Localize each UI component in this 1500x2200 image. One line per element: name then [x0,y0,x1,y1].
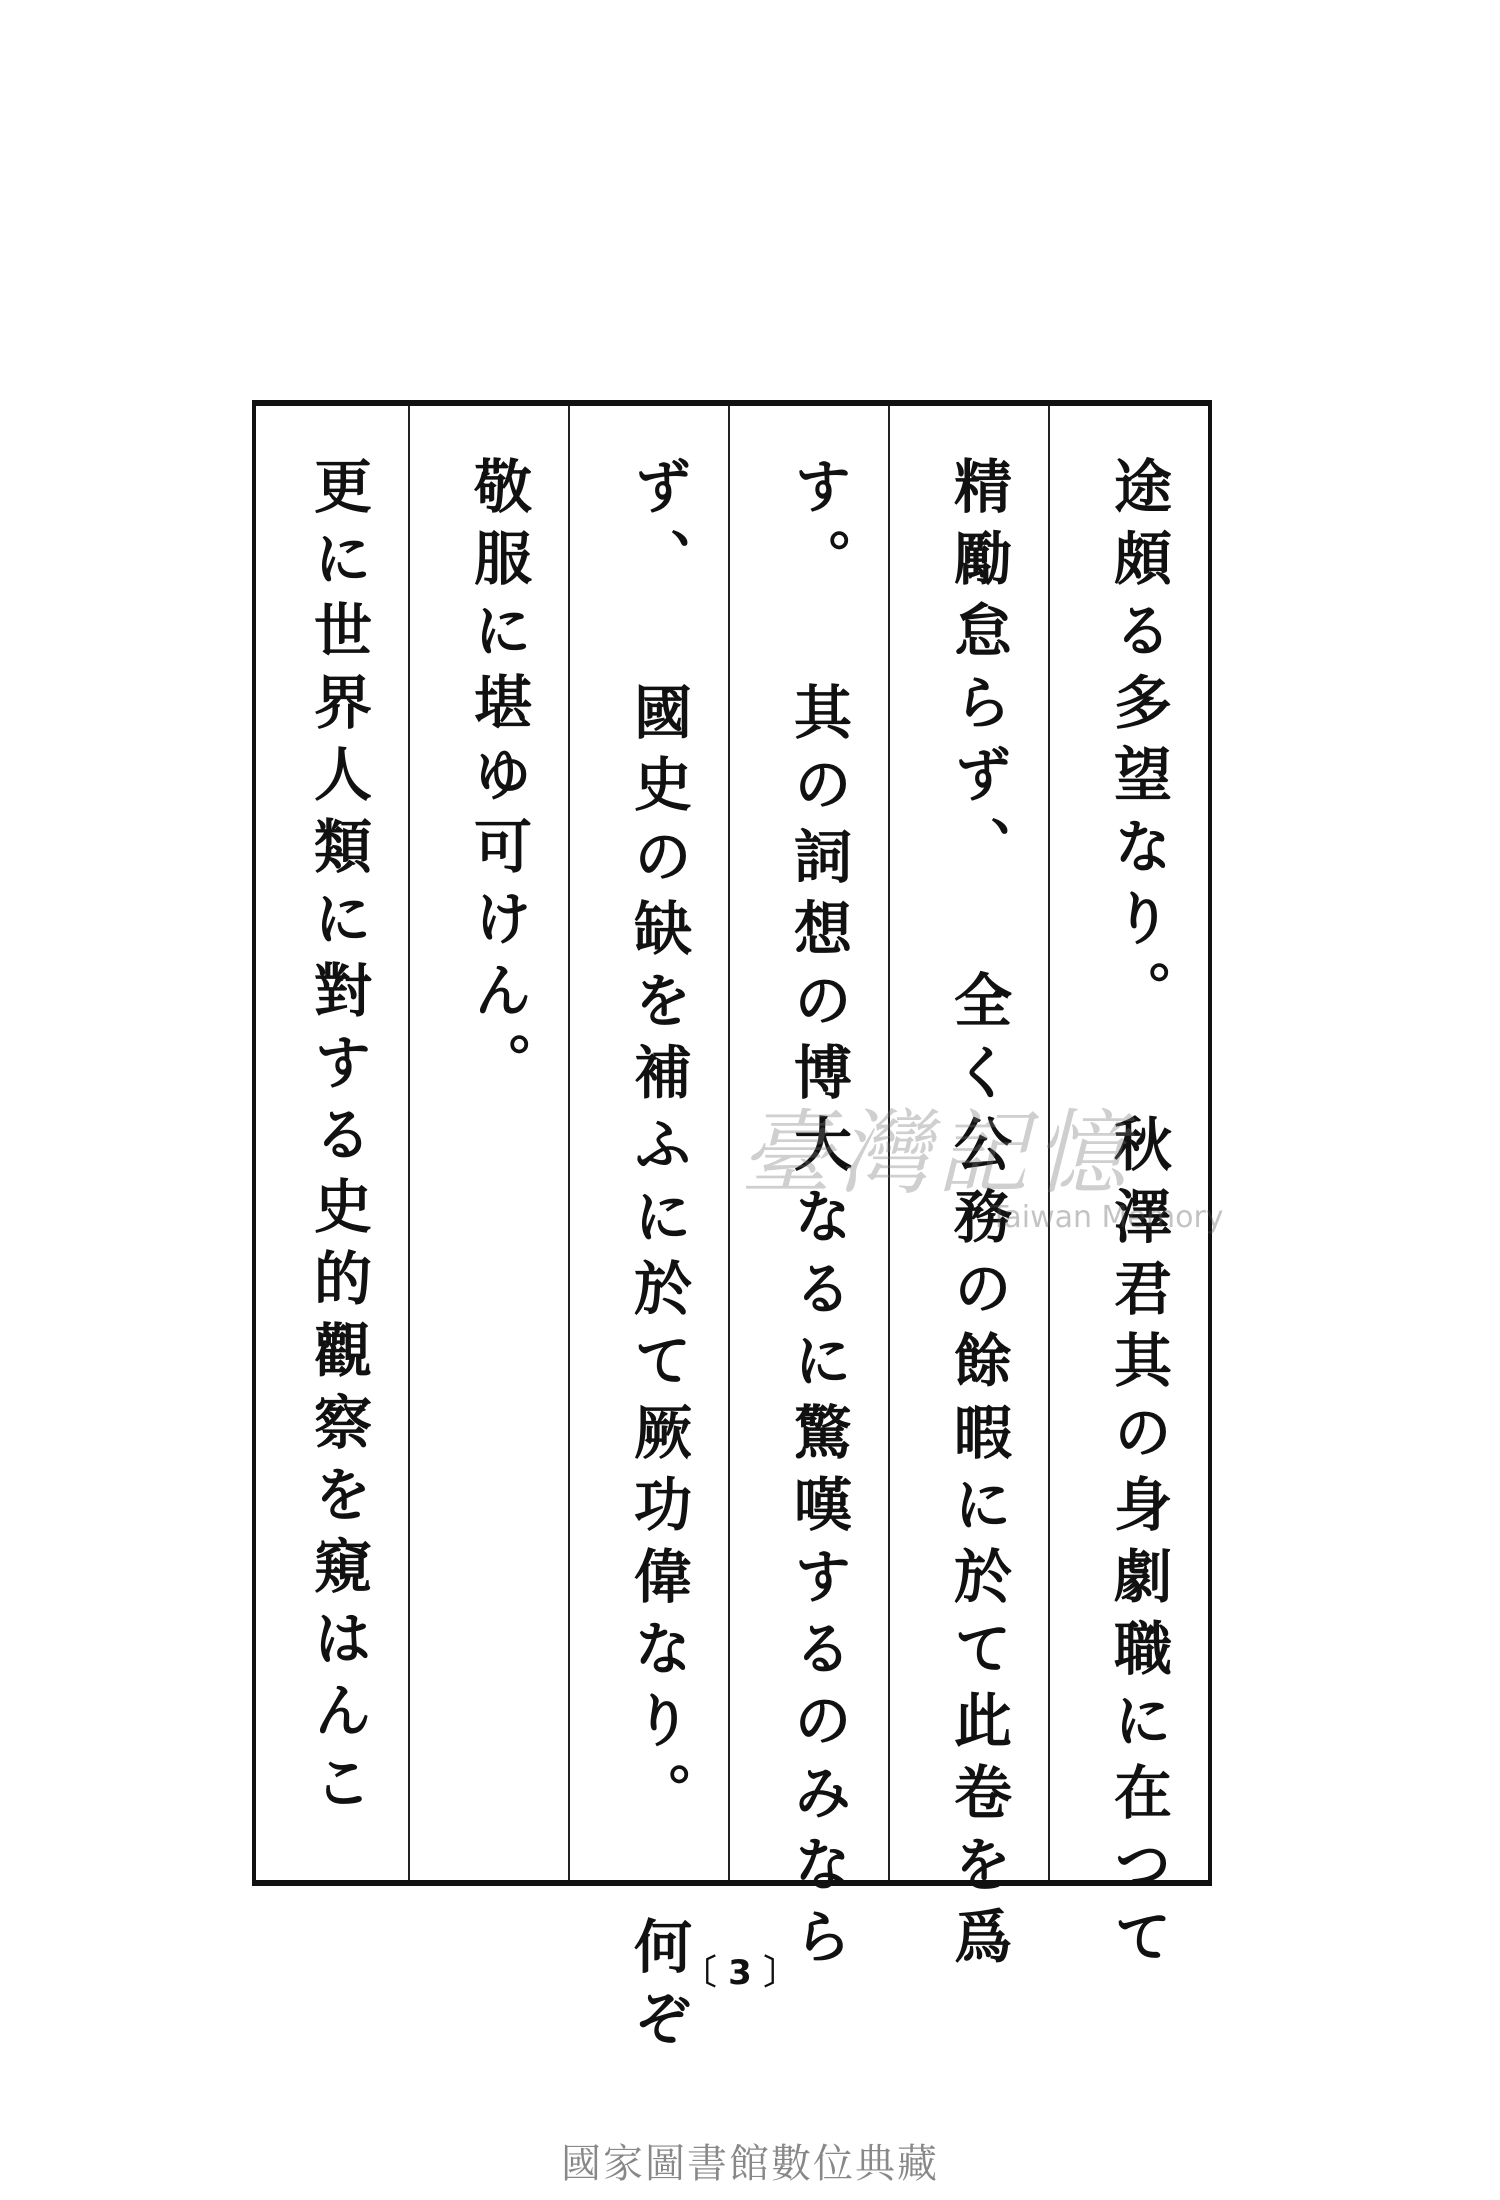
watermark-english-text: Taiwan Memory [990,1200,1224,1235]
text-column-2: 精勵怠らず、 全く公務の餘暇に於て此卷を爲 [944,456,1012,1978]
library-footer: 國家圖書館數位典藏 [561,2141,939,2187]
text-column-4: ず、 國史の缺を補ふに於て厥功偉なり。 何ぞ [624,456,692,2060]
text-column-1: 途頗る多望なり。 秋澤君其の身劇職に在つて [1104,456,1172,1978]
text-column-3: す。 其の詞想の博大なるに驚嘆するのみなら [784,456,852,1978]
watermark-logo [740,1080,1224,1240]
page-number: 〔 3 〕 [682,1953,798,1993]
watermark-chinese-text: 臺灣記憶 [740,1100,1133,1207]
text-column-6: 更に世界人類に對する史的觀察を窺はんこ [304,456,372,1824]
text-column-5: 敬服に堪ゆ可けん。 [464,456,532,1104]
